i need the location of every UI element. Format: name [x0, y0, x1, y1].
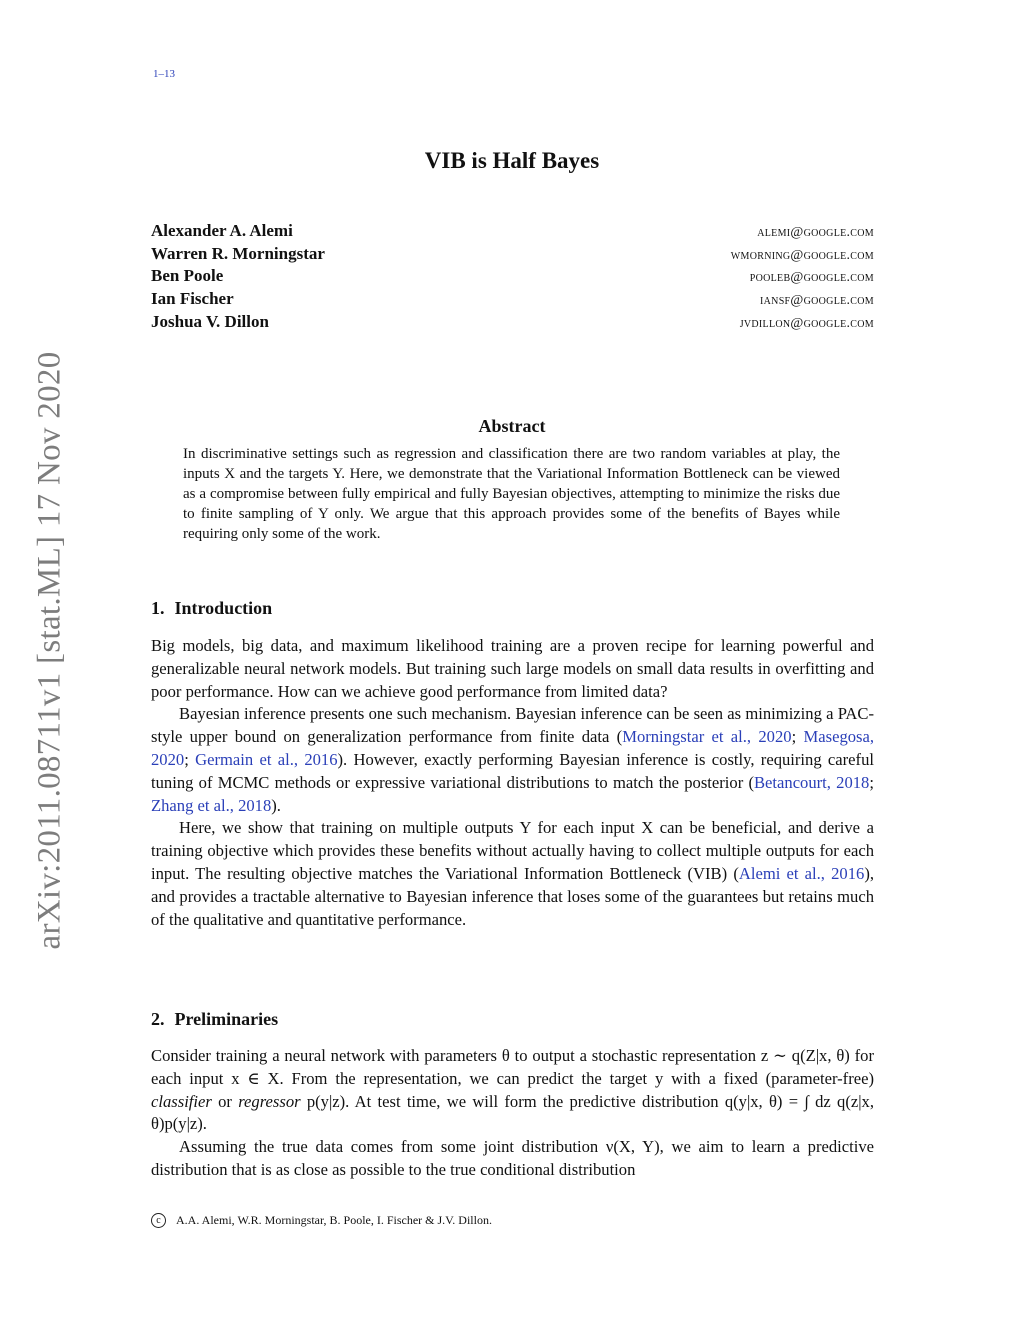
citation-link[interactable]: Zhang et al., 2018 [151, 795, 272, 815]
text-run: Here, we show that training on multiple outputs Y for each input X can be beneficial, and derive a training objective which provides these benefits without actually having to collect multiple outputs for each input. The resulting objective matches the Variational Information Bottleneck (VIB) ( [151, 818, 874, 883]
text-run: ). [271, 795, 281, 815]
author-name: Ian Fischer [151, 289, 234, 309]
preliminaries-body [151, 1045, 874, 1182]
section-title: Introduction [174, 598, 273, 618]
citation-link[interactable]: Morningstar et al., 2020 [622, 727, 792, 747]
paragraph [151, 1045, 874, 1136]
author-list [151, 221, 874, 334]
emphasis: regressor [238, 1091, 301, 1111]
citation-link[interactable]: Betancourt, 2018 [753, 772, 870, 792]
abstract-heading: Abstract [478, 416, 546, 436]
page-range: 1–13 [153, 68, 175, 80]
text-run: ). However, exactly performing Bayesian inference is costly, requiring careful tuning of MCMC methods or expressive variational distributions to match the posterior ( [151, 749, 874, 792]
text-run: Bayesian inference presents one such mechanism. Bayesian inference can be seen as minimizing a PAC-style upper bound on generalization performance from finite data ( [151, 704, 874, 747]
author-email: alemi@google.com [757, 225, 874, 240]
text-run: ; [791, 727, 804, 747]
citation-link[interactable]: Germain et al., 2016 [195, 749, 338, 769]
text-run: Consider training a neural network with parameters θ to output a stochastic representation z ∼ q(Z|x, θ) for each input x ∈ X. From the representation, we can predict the target y with a fixed (parameter-free) [151, 1046, 874, 1088]
section-number: 1. [151, 598, 165, 618]
paragraph [151, 703, 874, 817]
paragraph [151, 817, 874, 931]
author-email: pooleb@google.com [749, 270, 874, 286]
author-row [151, 221, 874, 244]
citation-link[interactable]: Masegosa, 2020 [151, 727, 875, 769]
introduction-body [151, 635, 874, 931]
author-email: jvdillon@google.com [739, 315, 874, 331]
copyright-text: A.A. Alemi, W.R. Morningstar, B. Poole, I. Fischer & J.V. Dillon. [176, 1213, 492, 1227]
section-heading-introduction [151, 598, 272, 619]
author-name: Alexander A. Alemi [151, 221, 293, 240]
author-name: Joshua V. Dillon [151, 311, 269, 331]
citation-link[interactable]: Alemi et al., 2016 [738, 863, 865, 883]
arxiv-identifier: arXiv:2011.08711v1 [stat.ML] 17 Nov 2020 [31, 351, 68, 949]
copyright-icon: c [151, 1213, 166, 1228]
author-name: Warren R. Morningstar [151, 243, 325, 263]
text-run: or [211, 1091, 239, 1111]
text-run: ), and provides a tractable alternative to Bayesian inference that loses some of the guarantees but retains much of the qualitative and quantitative performance. [151, 863, 874, 929]
section-number: 2. [151, 1009, 165, 1029]
author-row [151, 312, 874, 335]
paragraph: Big models, big data, and maximum likelihood training are a proven recipe for learning powerful and generalizable neural network models. But training such large models on small data results in overfitting and poor performance. How can we achieve good performance from limited data? [151, 636, 874, 701]
paragraph: Assuming the true data comes from some joint distribution ν(X, Y), we aim to learn a predictive distribution that is as close as possible to the true conditional distribution [151, 1137, 874, 1179]
abstract-text: In discriminative settings such as regression and classification there are two random variables at play, the inputs X and the targets Y. Here, we demonstrate that the Variational Information Bottleneck can be viewed as a compromise between fully empirical and fully Bayesian objectives, attempting to minimize the risks due to finite sampling of Y only. We argue that this approach provides some of the benefits of Bayes while requiring only some of the work. [183, 446, 840, 542]
emphasis: classifier [151, 1091, 212, 1111]
section-heading-preliminaries [151, 1009, 278, 1030]
text-run: p(y|z). At test time, we will form the predictive distribution q(y|x, θ) = ∫ dz q(z|x, θ)p(y|z). [151, 1091, 874, 1134]
author-name: Ben Poole [151, 266, 224, 286]
author-row [151, 289, 874, 312]
section-title: Preliminaries [174, 1009, 279, 1029]
author-email: wmorning@google.com [730, 247, 874, 263]
text-run: ; [184, 749, 196, 769]
paper-title: VIB is Half Bayes [424, 148, 600, 173]
text-run: ; [869, 772, 874, 792]
author-email: iansf@google.com [760, 293, 874, 309]
author-row [151, 244, 874, 267]
copyright-footer [151, 1213, 492, 1228]
author-row [151, 266, 874, 289]
